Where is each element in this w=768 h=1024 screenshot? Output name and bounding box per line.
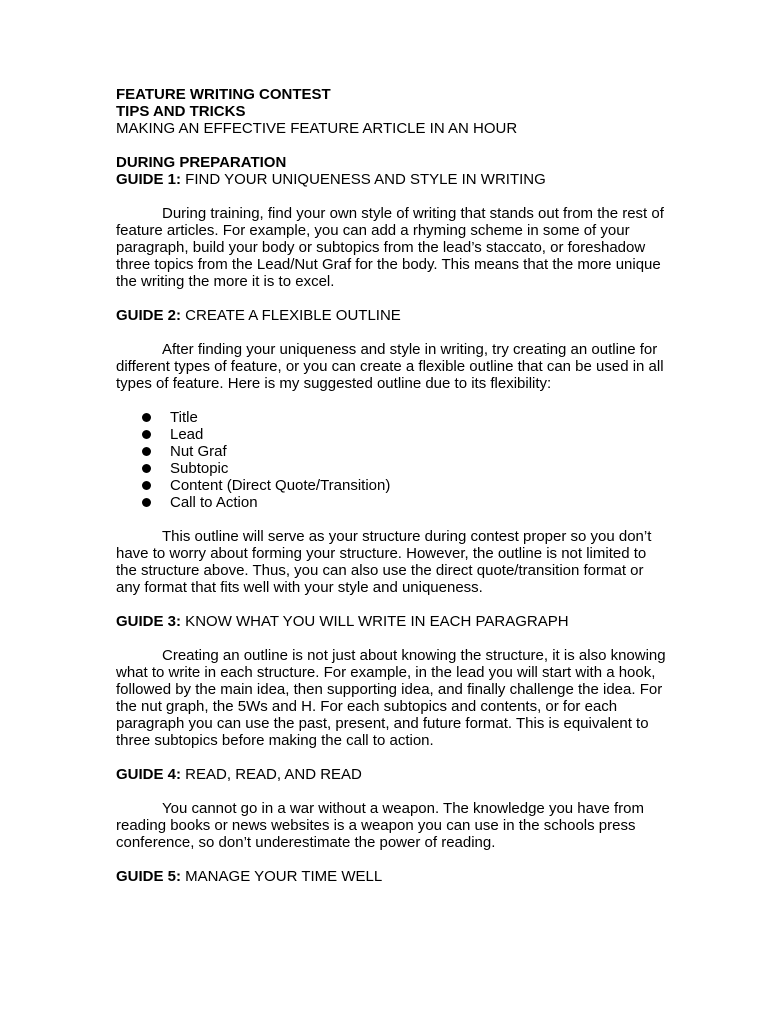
- guide-2-body: After finding your uniqueness and style in writing, try creating an outline for different types of feature, or you can create a flexible outline that can be used in all types of feature. Here is my suggested outline due to its flexibility:: [116, 341, 664, 392]
- list-item: [116, 494, 668, 511]
- guide-3-label: GUIDE 3:: [116, 613, 182, 630]
- bullet-icon: [142, 413, 151, 422]
- guide-2-after: This outline will serve as your structure during contest proper so you don’t have to worry about forming your structure. However, the outline is not limited to the structure above. Thus, you can also use the direct quote/transition format or any format that fits well with your style and uniqueness.: [116, 528, 652, 596]
- list-item: [116, 426, 668, 443]
- bullet-icon: [142, 447, 151, 456]
- guide-1-heading: [116, 171, 668, 188]
- guide-4-label: GUIDE 4:: [116, 766, 182, 783]
- bullet-icon: [142, 464, 151, 473]
- guide-4-body: You cannot go in a war without a weapon. The knowledge you have from reading books or news websites is a weapon you can use in the schools press conference, so don’t underestimate the power of reading.: [116, 800, 644, 851]
- bullet-icon: [142, 481, 151, 490]
- list-item-label: Nut Graf: [170, 443, 227, 460]
- list-item: [116, 477, 668, 494]
- guide-2-label: GUIDE 2:: [116, 307, 182, 324]
- bullet-icon: [142, 430, 151, 439]
- section-heading: DURING PREPARATION: [116, 154, 287, 171]
- guide-1-label: GUIDE 1:: [116, 171, 182, 188]
- document-subtitle: TIPS AND TRICKS: [116, 103, 246, 120]
- document-title: FEATURE WRITING CONTEST: [116, 86, 331, 103]
- guide-5-title: MANAGE YOUR TIME WELL: [181, 868, 383, 885]
- guide-1-title: FIND YOUR UNIQUENESS AND STYLE IN WRITING: [181, 171, 546, 188]
- guide-4-heading: [116, 766, 668, 783]
- list-item-label: Content (Direct Quote/Transition): [170, 477, 391, 494]
- guide-3-title: KNOW WHAT YOU WILL WRITE IN EACH PARAGRAPH: [181, 613, 569, 630]
- list-item: [116, 460, 668, 477]
- outline-list: [116, 409, 668, 511]
- document-tagline: MAKING AN EFFECTIVE FEATURE ARTICLE IN AN HOUR: [116, 120, 518, 137]
- list-item: [116, 409, 668, 426]
- list-item-label: Subtopic: [170, 460, 229, 477]
- guide-4-title: READ, READ, AND READ: [181, 766, 362, 783]
- guide-5-label: GUIDE 5:: [116, 868, 182, 885]
- guide-2-title: CREATE A FLEXIBLE OUTLINE: [181, 307, 401, 324]
- guide-5-heading: [116, 868, 668, 885]
- list-item-label: Lead: [170, 426, 204, 443]
- list-item: [116, 443, 668, 460]
- guide-1-body: During training, find your own style of writing that stands out from the rest of feature articles. For example, you can add a rhyming scheme in some of your paragraph, build your body or subtopics from the lead’s staccato, or foreshadow three topics from the Lead/Nut Graf for the body. This means that the more unique the writing the more it is to excel.: [116, 205, 664, 290]
- bullet-icon: [142, 498, 151, 507]
- guide-3-heading: [116, 613, 668, 630]
- guide-3-body: Creating an outline is not just about knowing the structure, it is also knowing what to write in each structure. For example, in the lead you will start with a hook, followed by the main idea, then supporting idea, and finally challenge the idea. For the nut graph, the 5Ws and H. For each subtopics and contents, or for each paragraph you can use the past, present, and future format. This is equivalent to three subtopics before making the call to action.: [116, 647, 666, 749]
- list-item-label: Call to Action: [170, 494, 258, 511]
- guide-2-heading: [116, 307, 668, 324]
- list-item-label: Title: [170, 409, 198, 426]
